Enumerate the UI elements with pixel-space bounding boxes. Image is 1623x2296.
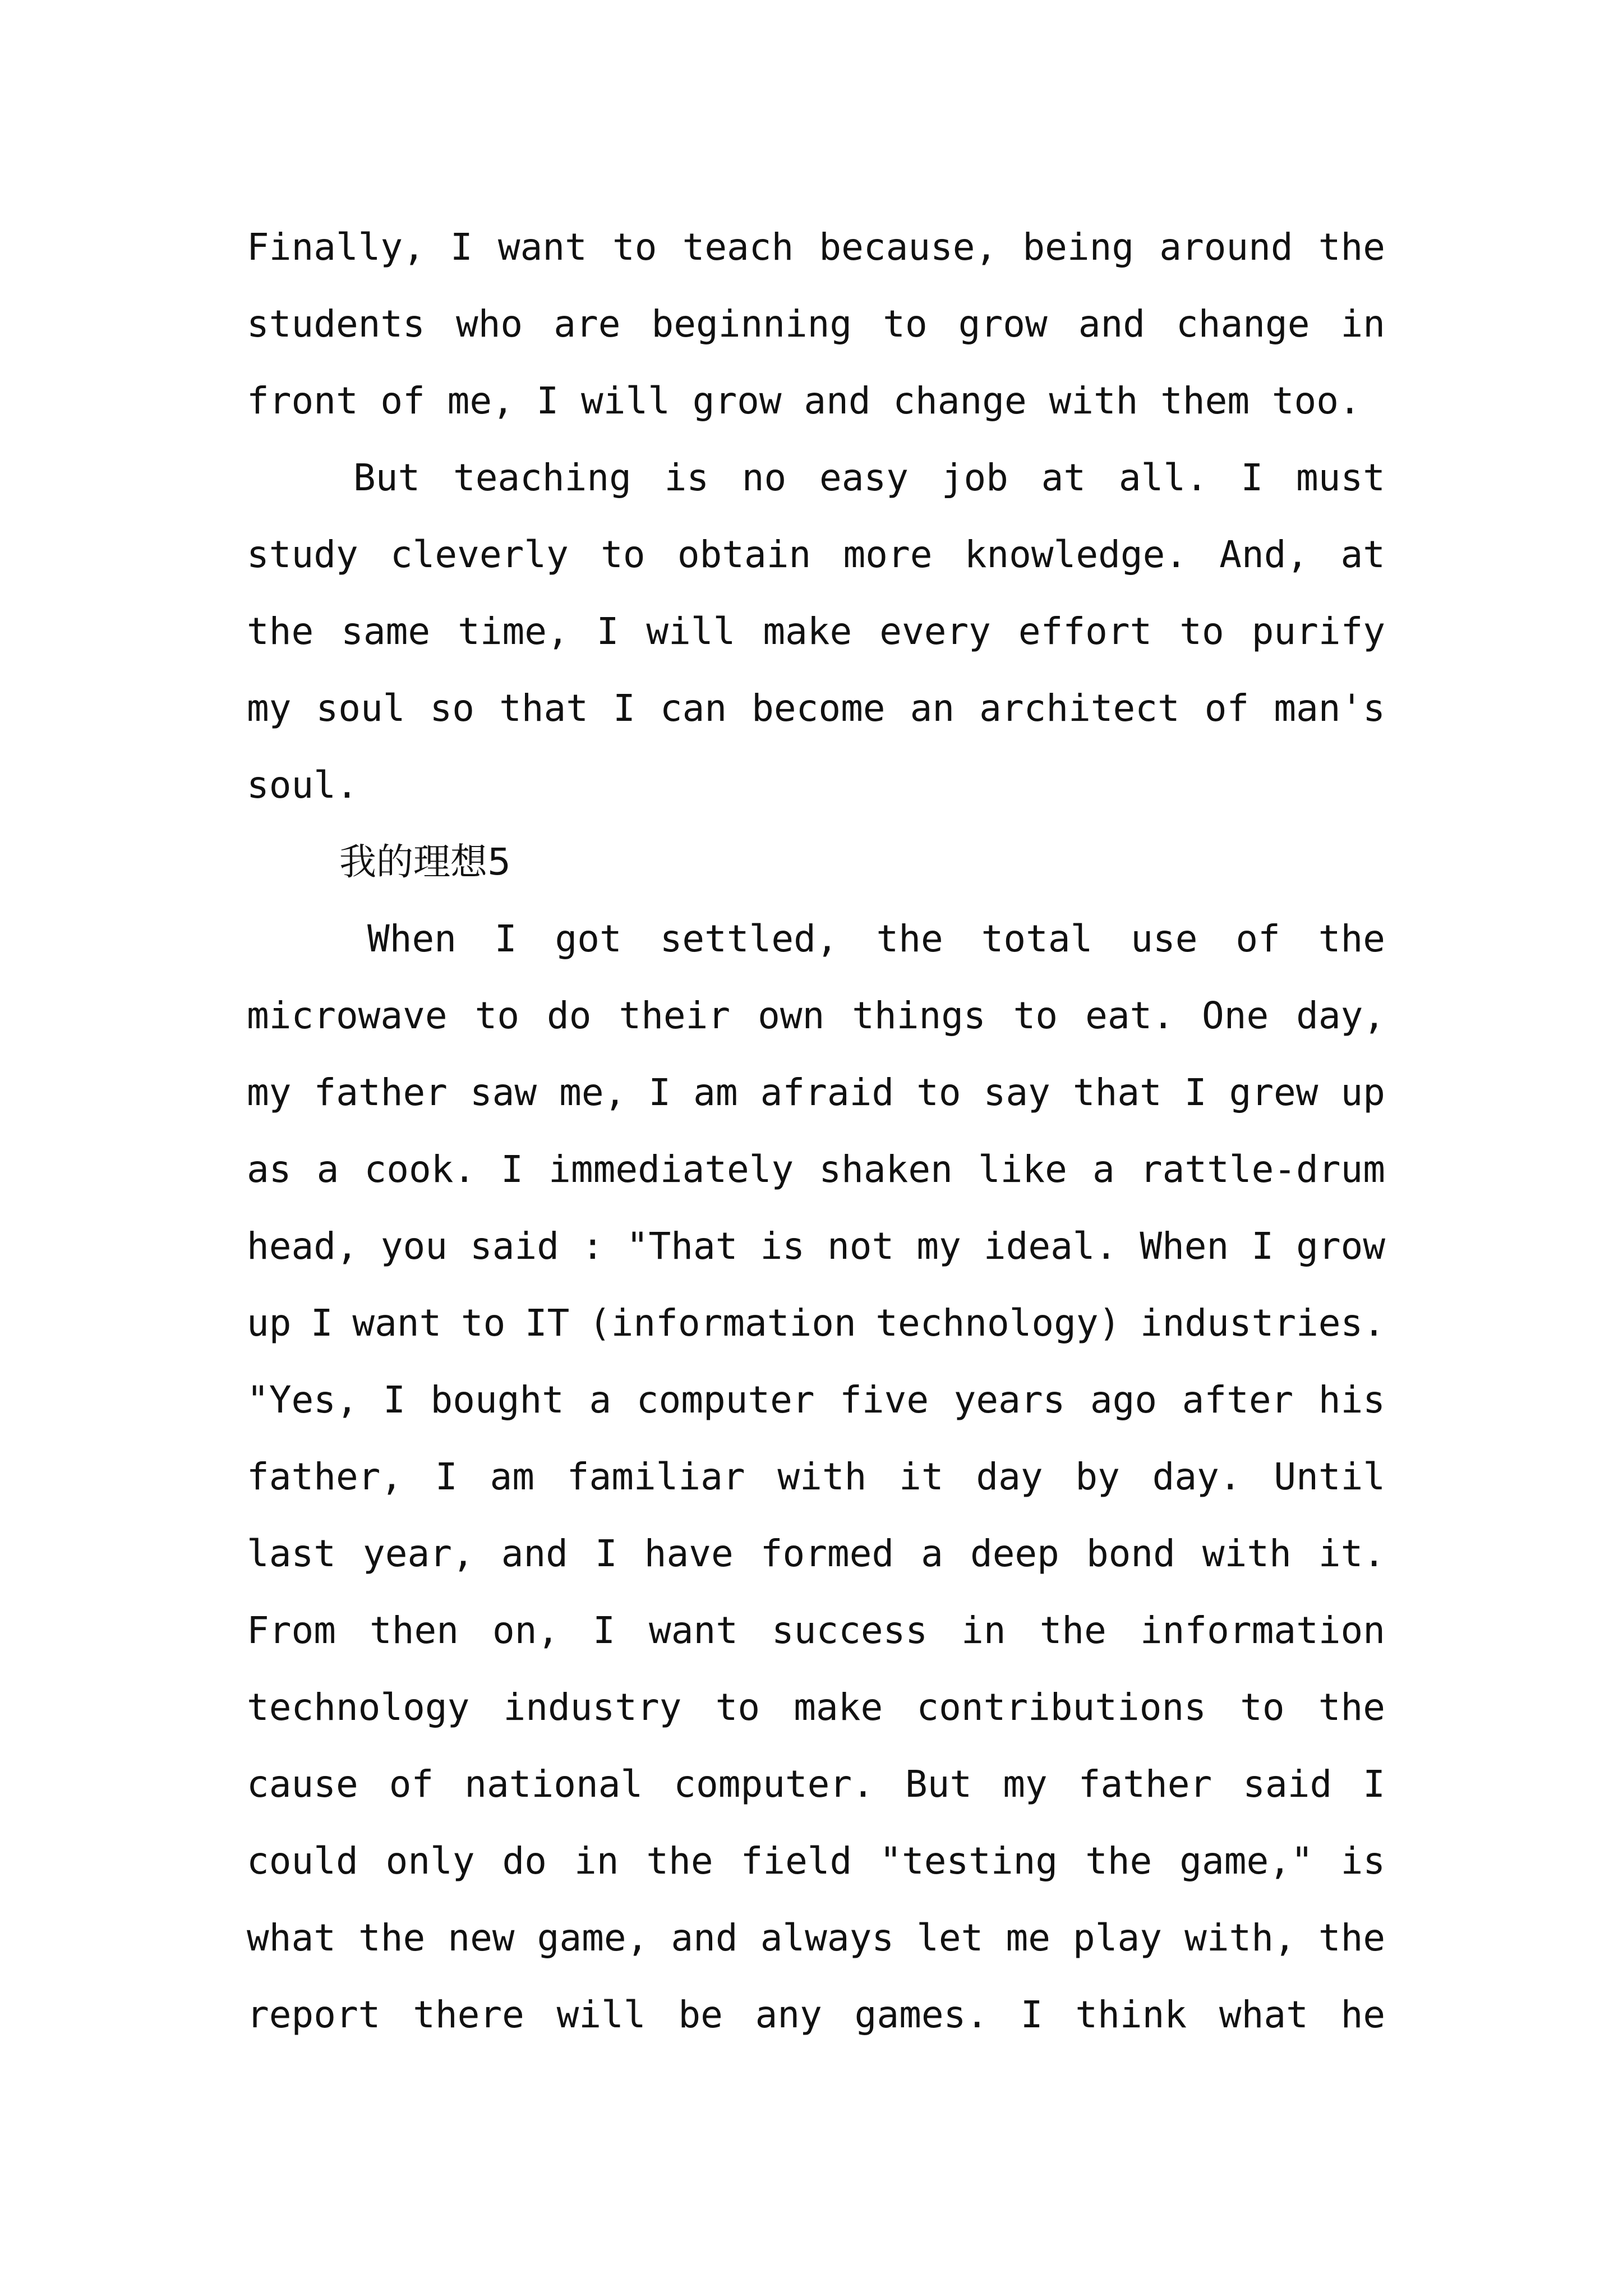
paragraph-3-line-9: last year, and I have formed a deep bond with it. [247, 1532, 1386, 1575]
paragraph-3-line-4: as a cook. I immediately shaken like a rattle-drum [247, 1148, 1385, 1191]
section-heading: 我的理想5 [339, 840, 511, 884]
paragraph-3-line-7: "Yes, I bought a computer five years ago after his [247, 1378, 1386, 1421]
paragraph-3-line-13: could only do in the field "testing the game," is [247, 1839, 1386, 1883]
paragraph-3-line-6: up I want to IT (information technology) industries. [247, 1301, 1385, 1345]
paragraph-3-line-2: microwave to do their own things to eat. One day, [247, 994, 1386, 1037]
paragraph-3-line-12: cause of national computer. But my father said I [247, 1763, 1386, 1806]
paragraph-2-line-3: the same time, I will make every effort to purify [247, 610, 1386, 653]
paragraph-3-line-3: my father saw me, I am afraid to say that I grew up [247, 1071, 1386, 1114]
paragraph-3-line-1: When I got settled, the total use of the [367, 917, 1386, 960]
paragraph-2-line-2: study cleverly to obtain more knowledge. And, at [247, 533, 1385, 576]
paragraph-1-line-3: front of me, I will grow and change with them too. [247, 379, 1361, 422]
paragraph-1-line-1: Finally, I want to teach because, being around the [247, 226, 1385, 269]
paragraph-1-line-2: students who are beginning to grow and change in [247, 302, 1386, 346]
paragraph-2-line-4: my soul so that I can become an architect of man's [247, 687, 1386, 730]
paragraph-3-line-11: technology industry to make contributions to the [247, 1686, 1385, 1729]
paragraph-2-line-5: soul. [247, 763, 358, 807]
paragraph-3-line-14: what the new game, and always let me play with, the [247, 1916, 1386, 1959]
paragraph-3-line-8: father, I am familiar with it day by day. Until [247, 1455, 1386, 1498]
paragraph-2-line-1: But teaching is no easy job at all. I must [353, 456, 1385, 499]
paragraph-3-line-10: From then on, I want success in the information [247, 1609, 1386, 1652]
paragraph-3-line-15: report there will be any games. I think what he [247, 1993, 1386, 2036]
paragraph-3-line-5: head, you said : "That is not my ideal. When I grow [247, 1225, 1386, 1268]
